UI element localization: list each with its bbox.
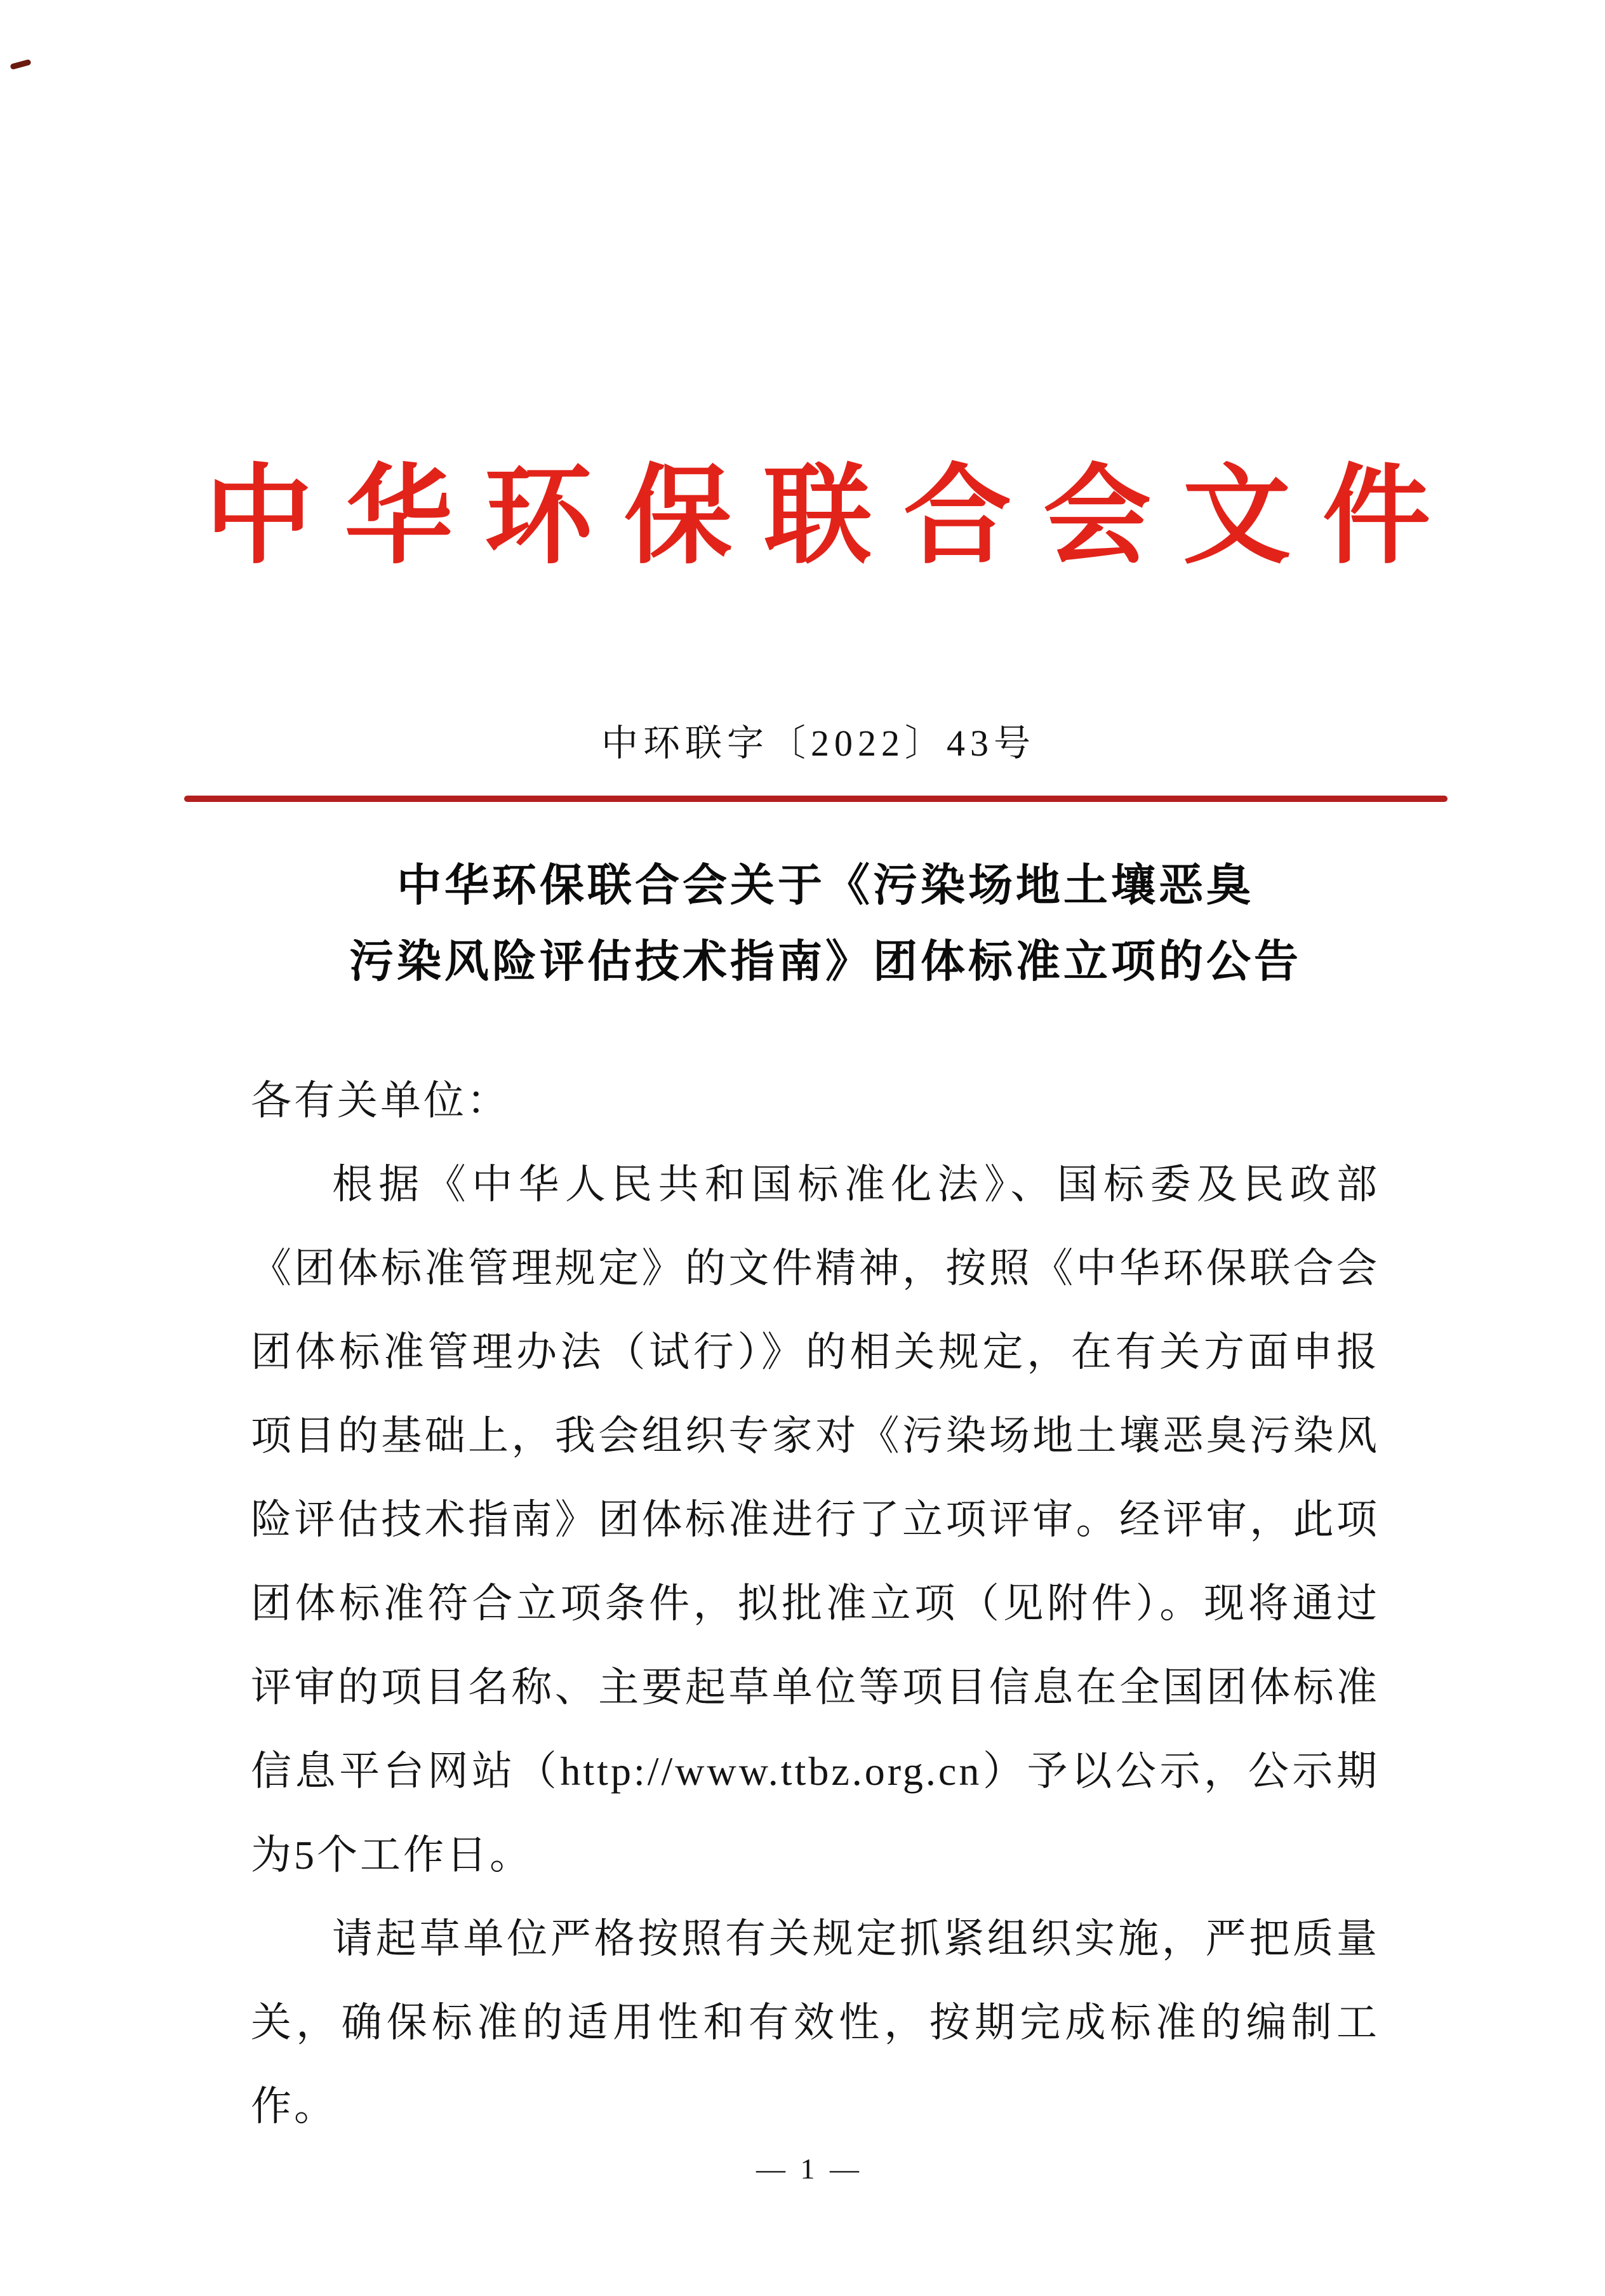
salutation: 各有关单位： <box>251 1078 510 1123</box>
body-paragraph-1: 根据《中华人民共和国标准化法》、国标委及民政部《团体标准管理规定》的文件精神，按照《中华环保联合会团体标准管理办法（试行）》的相关规定，在有关方面申报项目的基础上，我会组织专家对《污染场地土壤恶臭污染风险评估技术指南》团体标准进行了立项评审。经评审，此项团体标准符合立项条件，拟批准立项（见附件）。现将通过评审的项目名称、主要起草单位等项目信息在全国团体标准信息平台网站（http://www.ttbz.org.cn）予以公示，公示期为5个工作日。 <box>251 1162 1380 1878</box>
page-number: — 1 — <box>756 2152 863 2185</box>
body-paragraph-2: 请起草单位严格按照有关规定抓紧组织实施，严把质量关，确保标准的适用性和有效性，按期完成标准的编制工作。 <box>251 1916 1380 2129</box>
red-divider-line <box>184 796 1448 802</box>
document-number: 中环联字〔2022〕43号 <box>601 723 1036 764</box>
notice-title-line1: 中华环保联合会关于《污染场地土壤恶臭 <box>397 862 1254 911</box>
document-body <box>251 1059 1380 2149</box>
red-pen-mark <box>10 59 31 70</box>
letterhead-title: 中华环保联合会文件 <box>204 457 1462 577</box>
notice-title-line2: 污染风险评估技术指南》团体标准立项的公告 <box>349 938 1302 987</box>
notice-title <box>0 848 1605 1001</box>
